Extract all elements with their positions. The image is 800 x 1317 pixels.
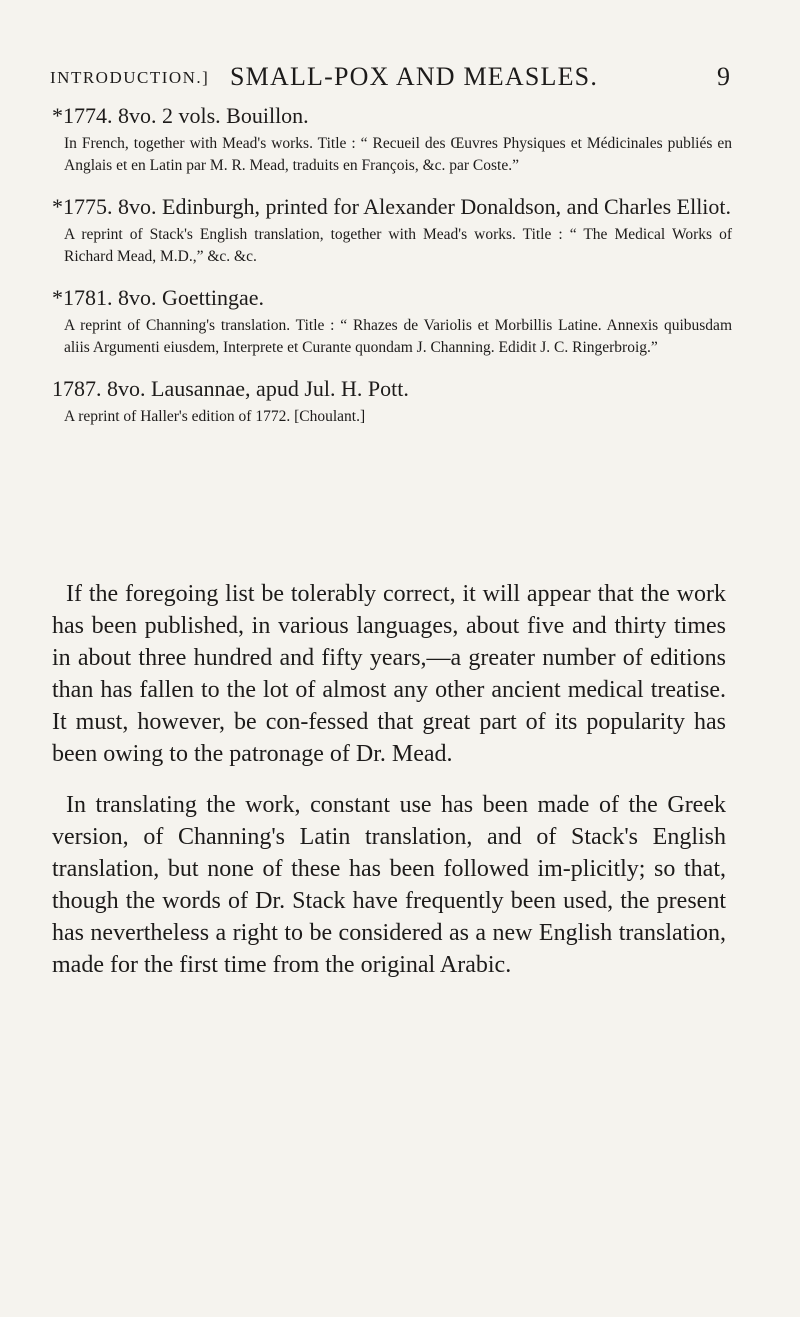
edition-note: In French, together with Mead's works. Title : “ Recueil des Œuvres Physiques et Médicinales publiés en Anglais et en Latin par M. R. Mead, traduits en François, &c. par Coste.”: [64, 135, 732, 174]
section-label: INTRODUCTION.]: [50, 68, 210, 87]
edition-entry: [52, 193, 732, 268]
edition-list: [52, 102, 732, 444]
page-header-title: SMALL-POX AND MEASLES.: [230, 62, 599, 91]
edition-note: A reprint of Stack's English translation, together with Mead's works. Title : “ The Medical Works of Richard Mead, M.D.,” &c. &c.: [64, 226, 732, 265]
edition-entry: [52, 102, 732, 177]
edition-heading: *1781. 8vo. Goettingae.: [52, 285, 265, 310]
edition-entry: [52, 284, 732, 359]
page-number: 9: [717, 62, 730, 91]
edition-heading: *1774. 8vo. 2 vols. Bouillon.: [52, 103, 309, 128]
edition-heading: 1787. 8vo. Lausannae, apud Jul. H. Pott.: [52, 376, 409, 401]
edition-heading: *1775. 8vo. Edinburgh, printed for Alexander Donaldson, and Charles Elliot.: [52, 194, 732, 219]
edition-entry: [52, 375, 732, 428]
paragraph: In translating the work, constant use has been made of the Greek version, of Channing's Latin translation, and of Stack's English translation, but none of these has been followed im-plicitly; so that, though the words of Dr. Stack have frequently been used, the present has nevertheless a right to be considered as a new English translation, made for the first time from the original Arabic.: [52, 792, 726, 978]
edition-note: A reprint of Haller's edition of 1772. [Choulant.]: [64, 408, 366, 425]
edition-note: A reprint of Channing's translation. Title : “ Rhazes de Variolis et Morbillis Latine. Annexis quibusdam aliis Argumenti eiusdem, Interprete et Curante quondam J. Channing. Edidit J. C. Ringerbroig.”: [64, 317, 732, 356]
paragraph: If the foregoing list be tolerably correct, it will appear that the work has been published, in various languages, about five and thirty times in about three hundred and fifty years,—a greater number of editions than has fallen to the lot of almost any other ancient medical treatise. It must, however, be con-fessed that great part of its popularity has been owing to the patronage of Dr. Mead.: [52, 581, 726, 767]
body-text: [52, 578, 726, 1000]
running-head: [50, 62, 730, 92]
